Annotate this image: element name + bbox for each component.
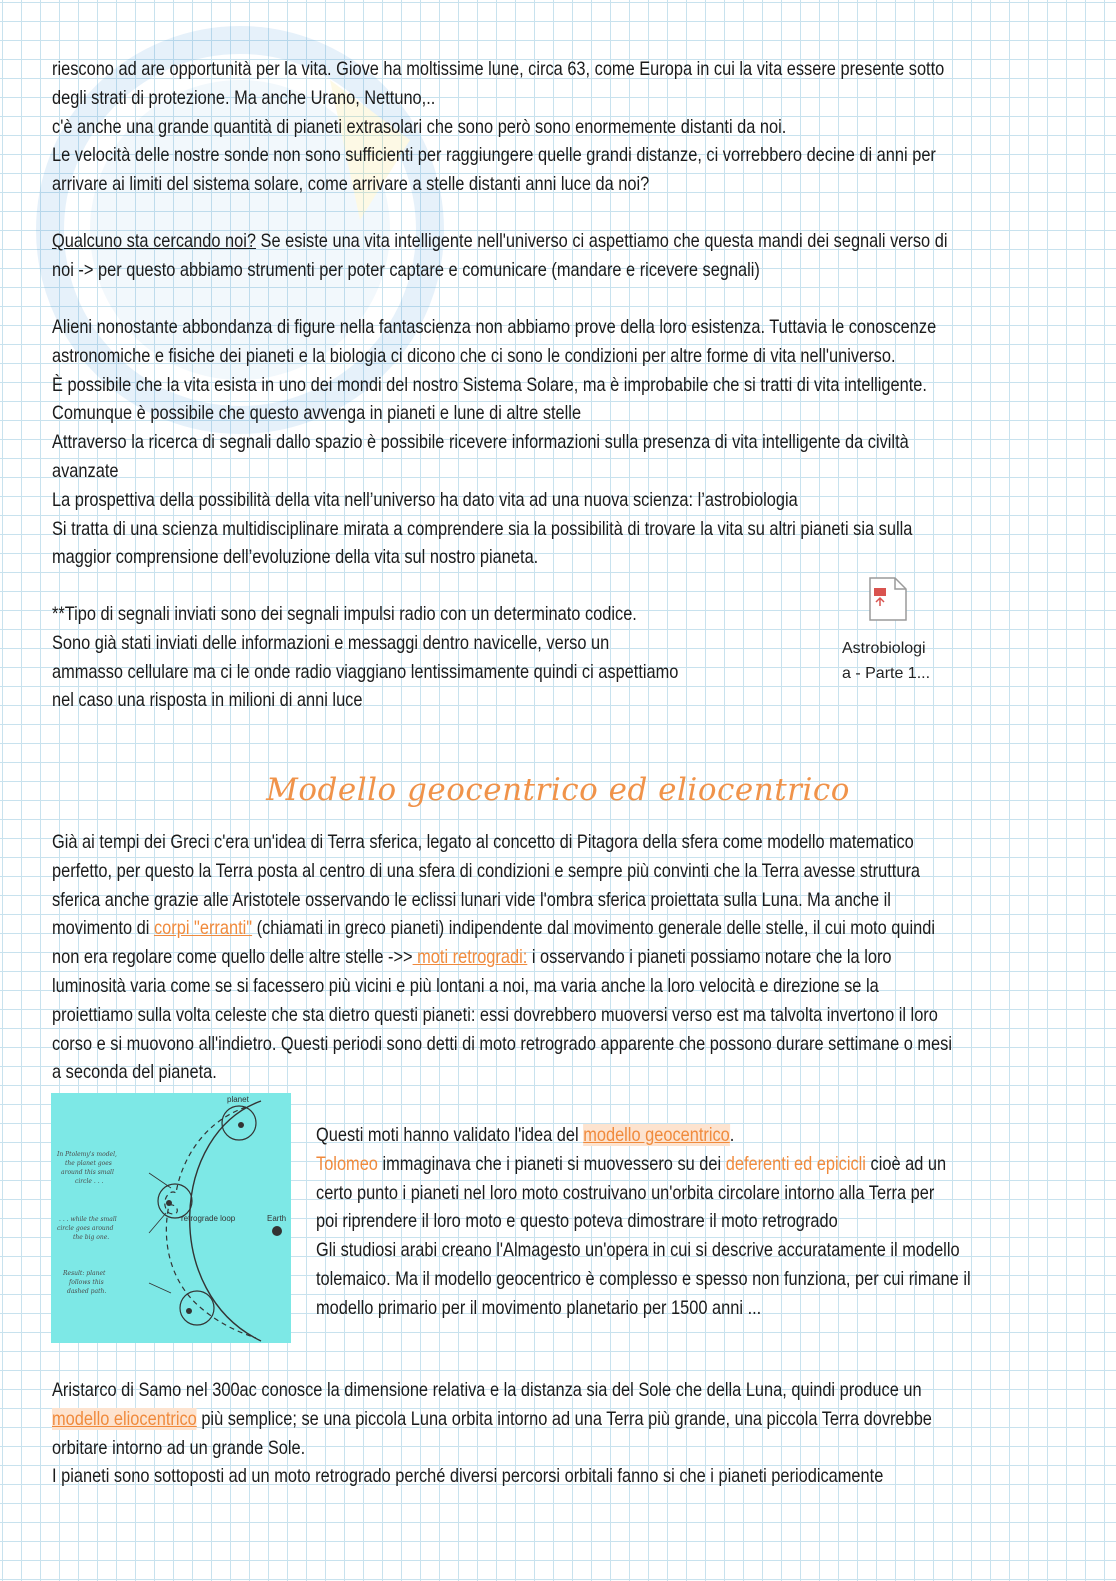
epicycle-diagram-svg — [51, 1093, 291, 1343]
text-line: c'è anche una grande quantità di pianeti extrasolari che sono però sono enormemente distanti da noi. — [52, 115, 787, 138]
text-line: Già ai tempi dei Greci c'era un'idea di Terra sferica, legato al concetto di Pitagora della sfera come modello matematico — [52, 831, 914, 853]
text-line — [52, 227, 1089, 256]
planet-dot — [186, 1308, 192, 1314]
text-line: Attraverso la ricerca di segnali dallo spazio è possibile ricevere informazioni sulla presenza di vita intelligente da civiltà — [52, 431, 909, 454]
section-title: Modello geocentrico ed eliocentrico — [266, 772, 850, 808]
attachment-label-line: Astrobiologi — [842, 640, 926, 657]
epicycle — [180, 1291, 214, 1325]
tolomeo-name: Tolomeo — [316, 1152, 378, 1175]
attachment-label — [842, 636, 962, 686]
text-line: noi -> per questo abbiamo strumenti per poter captare e comunicare (mandare e ricevere segnali) — [52, 258, 760, 281]
text-line: orbitare intorno ad un grande Sole. — [52, 1436, 306, 1459]
text-span: più semplice; se una piccola Luna orbita intorno ad una Terra più grande, una piccola Terra dovrebbe — [196, 1407, 932, 1430]
note-text: the big one. — [73, 1234, 110, 1241]
text-line — [316, 1150, 1068, 1179]
text-span: Se esiste una vita intelligente nell'universo ci aspettiamo che questa mandi dei segnali verso di — [255, 230, 948, 252]
label-retrograde-loop: retrograde loop — [181, 1214, 236, 1223]
text-line: sferica anche grazie alle Aristotele osservando le eclissi lunari vide l'ombra sferica proiettata sulla Luna. Ma anche il — [52, 888, 891, 911]
planet-dot — [166, 1200, 172, 1206]
text-line: astronomiche e fisiche dei pianeti e la biologia ci dicono che ci sono le condizioni per altre forme di vita nell'universo. — [52, 344, 896, 367]
text-line — [52, 914, 1089, 943]
text-line: È possibile che la vita esista in uno dei mondi del nostro Sistema Solare, ma è improbabile che si tratti di vita intelligente. — [52, 373, 927, 396]
text-line: arrivare ai limiti del sistema solare, come arrivare a stelle distanti anni luce da noi? — [52, 173, 650, 196]
note-text: around this small — [61, 1169, 114, 1176]
text-line: Aristarco di Samo nel 300ac conosce la dimensione relativa e la distanza sia del Sole che della Luna, quindi produce un — [52, 1379, 922, 1401]
text-span: immaginava che i pianeti si muovessero su dei — [377, 1152, 726, 1175]
text-span: non era regolare come quello delle altre stelle ->> — [52, 946, 413, 969]
text-line: certo punto i pianeti nel loro moto costruivano un'orbita circolare intorno alla Terra per — [316, 1181, 935, 1204]
note-text: follows this — [69, 1279, 104, 1286]
note-text: the planet goes — [65, 1160, 112, 1167]
greeks-section — [52, 828, 1072, 1087]
connector-line — [149, 1283, 171, 1293]
link-corpi-erranti[interactable]: corpi "erranti" — [153, 917, 253, 940]
text-line: La prospettiva della possibilità della vita nell’universo ha dato vita ad una nuova scienza: l’astrobiologia — [52, 488, 798, 511]
search-section — [52, 227, 1072, 285]
note-text: circle goes around — [57, 1225, 114, 1232]
text-line: Sono già stati inviati delle informazioni e messaggi dentro navicelle, verso un — [52, 631, 610, 654]
text-line: Le velocità delle nostre sonde non sono sufficienti per raggiungere quelle grandi distanze, ci vorrebbero decine di anni per — [52, 144, 936, 167]
note-text: dashed path. — [67, 1288, 107, 1295]
text-line — [52, 943, 1089, 972]
text-line: proiettiamo sulla volta celeste che sta dietro questi pianeti: essi dovrebbero muoversi verso est ma talvolta invertono il loro — [52, 1003, 938, 1026]
link-moti-retrogradi[interactable]: moti retrogradi: — [412, 946, 528, 969]
deferenti-epicicli: deferenti ed epicicli — [725, 1152, 866, 1175]
intro-section — [52, 55, 1072, 199]
text-line: Si tratta di una scienza multidisciplinare mirata a comprendere sia la possibilità di trovare la vita su altri pianeti sia sulla — [52, 517, 913, 540]
aristarchus-section — [52, 1376, 1072, 1491]
text-line: **Tipo di segnali inviati sono dei segnali impulsi radio con un determinato codice. — [52, 603, 637, 625]
text-line: maggior comprensione dell’evoluzione della vita sul nostro pianeta. — [52, 546, 539, 569]
text-line — [316, 1121, 1068, 1150]
attachment-label-line: a - Parte 1... — [842, 665, 931, 682]
text-line: a seconda del pianeta. — [52, 1061, 217, 1084]
signals-section — [52, 600, 772, 715]
note-text: In Ptolemy's model, — [57, 1151, 117, 1158]
text-line: riescono ad are opportunità per la vita. Giove ha moltissime lune, circa 63, come Europa in cui la vita essere presente sotto — [52, 58, 945, 80]
text-span: i osservando i pianeti possiamo notare che la loro — [527, 946, 892, 969]
connector-line — [149, 1173, 171, 1188]
earth-dot — [272, 1226, 282, 1236]
planet-dot — [238, 1122, 244, 1128]
question-heading: Qualcuno sta cercando noi? — [52, 230, 256, 252]
note-text: . . . while the small — [59, 1216, 117, 1223]
note-text: Result: planet — [63, 1270, 106, 1277]
text-line: modello primario per il movimento planetario per 1500 anni ... — [316, 1296, 762, 1319]
ptolemy-section — [316, 1121, 1056, 1323]
text-line: degli strati di protezione. Ma anche Urano, Nettuno,.. — [52, 86, 436, 109]
note-text: circle . . . — [75, 1178, 104, 1185]
text-line: poi riprendere il loro moto e questo poteva dimostrare il moto retrogrado — [316, 1210, 838, 1233]
text-span: (chiamati in greco pianeti) indipendente dal movimento generale delle stelle, il cui moto quindi — [252, 917, 935, 940]
text-line: corso e si muovono all'indietro. Questi periodi sono detti di moto retrogrado apparente che possono durare settimane o mesi — [52, 1032, 952, 1055]
text-line: Alieni nonostante abbondanza di figure nella fantascienza non abbiamo prove della loro esistenza. Tuttavia le conoscenze — [52, 316, 937, 338]
text-line: perfetto, per questo la Terra posta al centro di una sfera di condizioni e sempre più convinti che la Terra avesse struttura — [52, 859, 921, 882]
link-modello-geocentrico[interactable]: modello geocentrico — [583, 1124, 730, 1146]
text-line — [52, 1405, 1089, 1434]
connector-line — [149, 1213, 166, 1233]
epicycle — [158, 1184, 192, 1218]
text-span: cioè ad un — [865, 1152, 947, 1175]
text-line: ammasso cellulare ma ci le onde radio viaggiano lentissimamente quindi ci aspettiamo — [52, 660, 679, 683]
text-span: Questi moti hanno validato l'idea del — [316, 1124, 584, 1146]
text-line: I pianeti sono sottoposti ad un moto retrogrado perché diversi percorsi orbitali fanno si che i pianeti periodicamente — [52, 1465, 884, 1488]
text-span: movimento di — [52, 917, 154, 940]
text-span: . — [729, 1124, 735, 1146]
label-earth: Earth — [267, 1214, 287, 1223]
text-line: tolemaico. Ma il modello geocentrico è complesso e spesso non funziona, per cui rimane il — [316, 1267, 971, 1290]
link-modello-eliocentrico[interactable]: modello eliocentrico — [52, 1407, 197, 1430]
aliens-section — [52, 313, 1072, 572]
label-planet: planet — [227, 1095, 249, 1104]
epicycle-diagram — [51, 1093, 291, 1343]
text-line: luminosità varia come se si facessero più vicini e più lontani a noi, ma varia anche la loro velocità e direzione se la — [52, 974, 879, 997]
text-line: Gli studiosi arabi creano l'Almagesto un'opera in cui si descrive accuratamente il modello — [316, 1239, 960, 1262]
text-line: nel caso una risposta in milioni di anni luce — [52, 689, 363, 712]
text-line: Comunque è possibile che questo avvenga in pianeti e lune di altre stelle — [52, 402, 582, 425]
text-line: avanzate — [52, 459, 119, 482]
pdf-file-icon — [868, 576, 908, 622]
